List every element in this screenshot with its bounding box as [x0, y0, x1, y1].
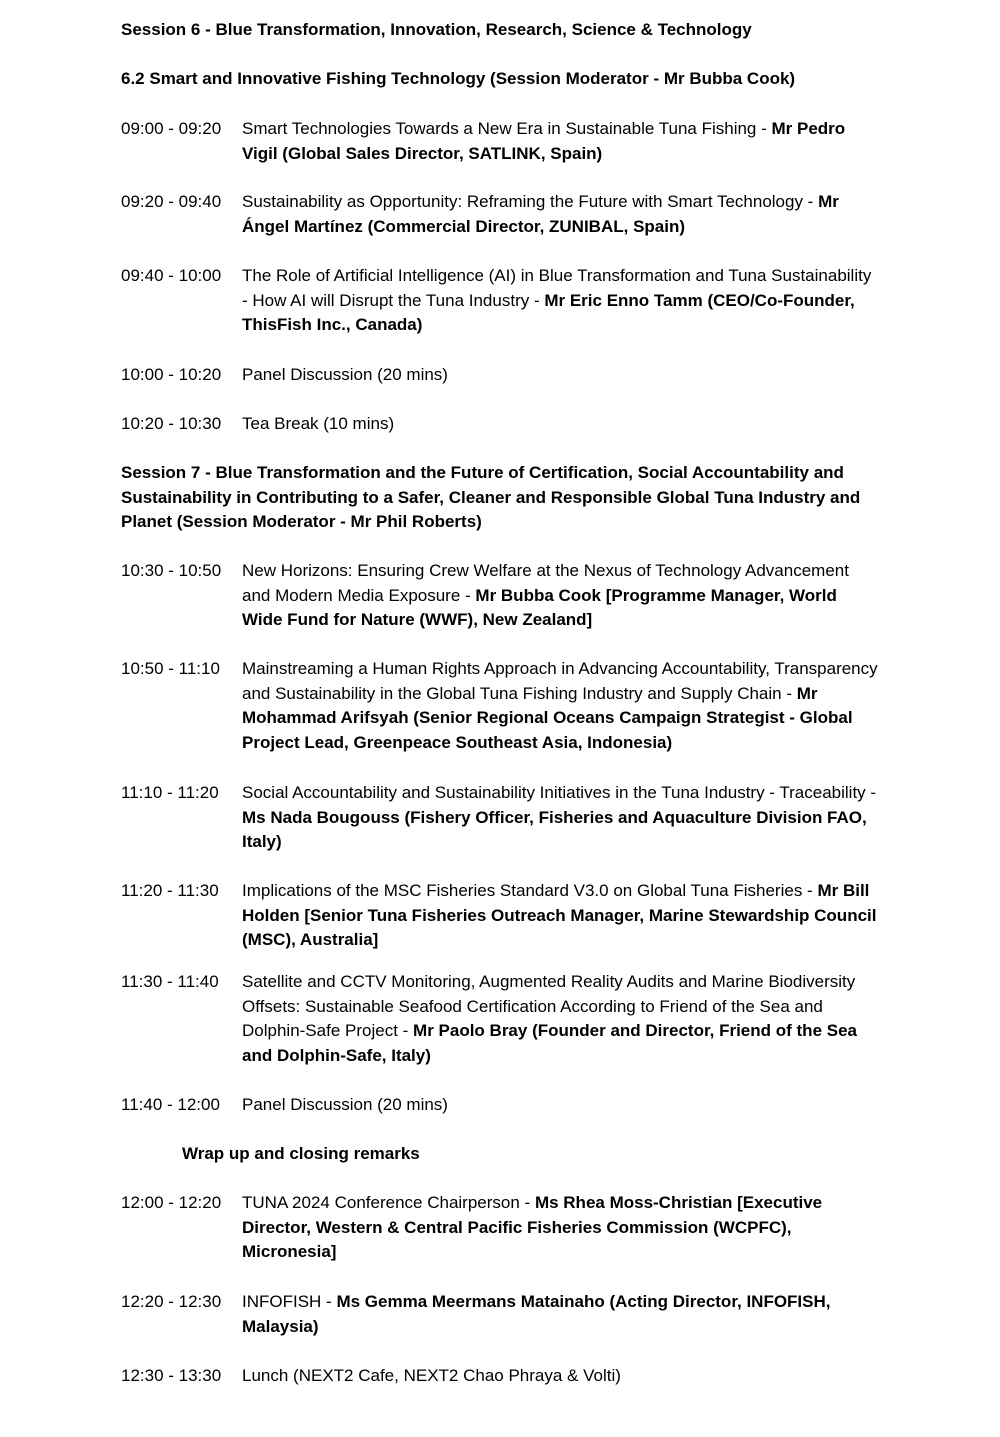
agenda-time: 12:30 - 13:30 [121, 1366, 222, 1385]
agenda-time: 12:20 - 12:30 [121, 1292, 222, 1311]
agenda-time: 10:00 - 10:20 [121, 365, 222, 384]
agenda-topic: Satellite and CCTV Monitoring, Augmented Reality Audits and Marine Biodiversity Offsets: Sustainable Seafood Certification According to Friend of the Sea and Dolphin-Safe Project - [242, 972, 856, 1041]
agenda-description [242, 1191, 881, 1265]
agenda-item [121, 1191, 881, 1265]
agenda-description [242, 1290, 881, 1339]
agenda-topic: Social Accountability and Sustainability Initiatives in the Tuna Industry - Traceability - [242, 783, 877, 802]
agenda-time: 11:40 - 12:00 [121, 1095, 220, 1114]
closing-title: Wrap up and closing remarks [182, 1144, 420, 1163]
session-6-title: Session 6 - Blue Transformation, Innovation, Research, Science & Technology [121, 20, 752, 39]
agenda-description [242, 190, 881, 239]
agenda-topic: TUNA 2024 Conference Chairperson - [242, 1193, 535, 1212]
agenda-topic: Smart Technologies Towards a New Era in Sustainable Tuna Fishing - [242, 119, 772, 138]
agenda-item [121, 363, 881, 388]
agenda-description [242, 264, 881, 338]
agenda-speaker: Ms Gemma Meermans Matainaho (Acting Director, INFOFISH, Malaysia) [242, 1292, 831, 1336]
agenda-item [121, 1364, 881, 1389]
agenda-time: 12:00 - 12:20 [121, 1193, 222, 1212]
agenda-time: 10:20 - 10:30 [121, 414, 222, 433]
agenda-item [121, 559, 881, 633]
agenda-description [242, 879, 881, 953]
agenda-topic: Panel Discussion (20 mins) [242, 365, 448, 384]
agenda-speaker: Ms Rhea Moss-Christian [Executive Director, Western & Central Pacific Fisheries Commission (WCPFC), Micronesia] [242, 1193, 823, 1262]
agenda-topic: The Role of Artificial Intelligence (AI) in Blue Transformation and Tuna Sustainability - How AI will Disrupt the Tuna Industry - [242, 266, 872, 310]
agenda-item [121, 117, 881, 166]
agenda-description [242, 363, 881, 388]
agenda-item [121, 879, 881, 953]
agenda-item [121, 412, 881, 437]
agenda-topic: New Horizons: Ensuring Crew Welfare at the Nexus of Technology Advancement and Modern Media Exposure - [242, 561, 849, 605]
agenda-description [242, 1364, 881, 1389]
session-6-2-subtitle: 6.2 Smart and Innovative Fishing Technology (Session Moderator - Mr Bubba Cook) [121, 69, 796, 88]
agenda-topic: INFOFISH - [242, 1292, 337, 1311]
agenda-topic: Lunch (NEXT2 Cafe, NEXT2 Chao Phraya & Volti) [242, 1366, 621, 1385]
agenda-speaker: Mr Pedro Vigil (Global Sales Director, SATLINK, Spain) [242, 119, 846, 163]
agenda-time: 11:30 - 11:40 [121, 972, 219, 991]
agenda-description [242, 412, 881, 437]
agenda-topic: Tea Break (10 mins) [242, 414, 395, 433]
agenda-speaker: Mr Eric Enno Tamm (CEO/Co-Founder, ThisFish Inc., Canada) [242, 290, 855, 335]
agenda-speaker: Mr Mohammad Arifsyah (Senior Regional Oceans Campaign Strategist - Global Project Lead, Greenpeace Southeast Asia, Indonesia) [242, 683, 853, 752]
agenda-item [121, 970, 881, 1068]
agenda-speaker: Mr Paolo Bray (Founder and Director, Friend of the Sea and Dolphin-Safe, Italy) [242, 1021, 857, 1065]
agenda-topic: Mainstreaming a Human Rights Approach in Advancing Accountability, Transparency and Sustainability in the Global Tuna Fishing Industry and Supply Chain - [242, 659, 878, 703]
agenda-speaker: Mr Bubba Cook [Programme Manager, World Wide Fund for Nature (WWF), New Zealand] [242, 585, 837, 630]
agenda-item [121, 657, 881, 755]
agenda-speaker: Mr Ángel Martínez (Commercial Director, ZUNIBAL, Spain) [242, 192, 839, 236]
agenda-description [242, 559, 881, 633]
agenda-item [121, 781, 881, 855]
agenda-description [242, 657, 881, 755]
agenda-time: 11:20 - 11:30 [121, 881, 219, 900]
agenda-topic: Implications of the MSC Fisheries Standard V3.0 on Global Tuna Fisheries - [242, 881, 818, 900]
agenda-item [121, 264, 881, 338]
agenda-topic: Panel Discussion (20 mins) [242, 1095, 448, 1114]
agenda-description [242, 117, 881, 166]
agenda-description [242, 1093, 881, 1118]
agenda-topic: Sustainability as Opportunity: Reframing the Future with Smart Technology - [242, 192, 819, 211]
agenda-speaker: Mr Bill Holden [Senior Tuna Fisheries Outreach Manager, Marine Stewardship Council (MSC), Australia] [242, 881, 877, 950]
agenda-item [121, 190, 881, 239]
agenda-speaker: Ms Nada Bougouss (Fishery Officer, Fisheries and Aquaculture Division FAO, Italy) [242, 807, 867, 852]
agenda-time: 11:10 - 11:20 [121, 783, 219, 802]
agenda-description [242, 781, 881, 855]
agenda-time: 10:50 - 11:10 [121, 659, 220, 678]
agenda-time: 09:00 - 09:20 [121, 119, 222, 138]
agenda-item [121, 1093, 881, 1118]
agenda-time: 10:30 - 10:50 [121, 561, 222, 580]
agenda-item [121, 1290, 881, 1339]
agenda-time: 09:20 - 09:40 [121, 192, 222, 211]
agenda-time: 09:40 - 10:00 [121, 266, 222, 285]
session-7-title: Session 7 - Blue Transformation and the Future of Certification, Social Accountability and Sustainability in Contributing to a Safer, Cleaner and Responsible Global Tuna Industry and Planet (Session Moderator - Mr Phil Roberts) [121, 463, 861, 532]
agenda-description [242, 970, 881, 1068]
